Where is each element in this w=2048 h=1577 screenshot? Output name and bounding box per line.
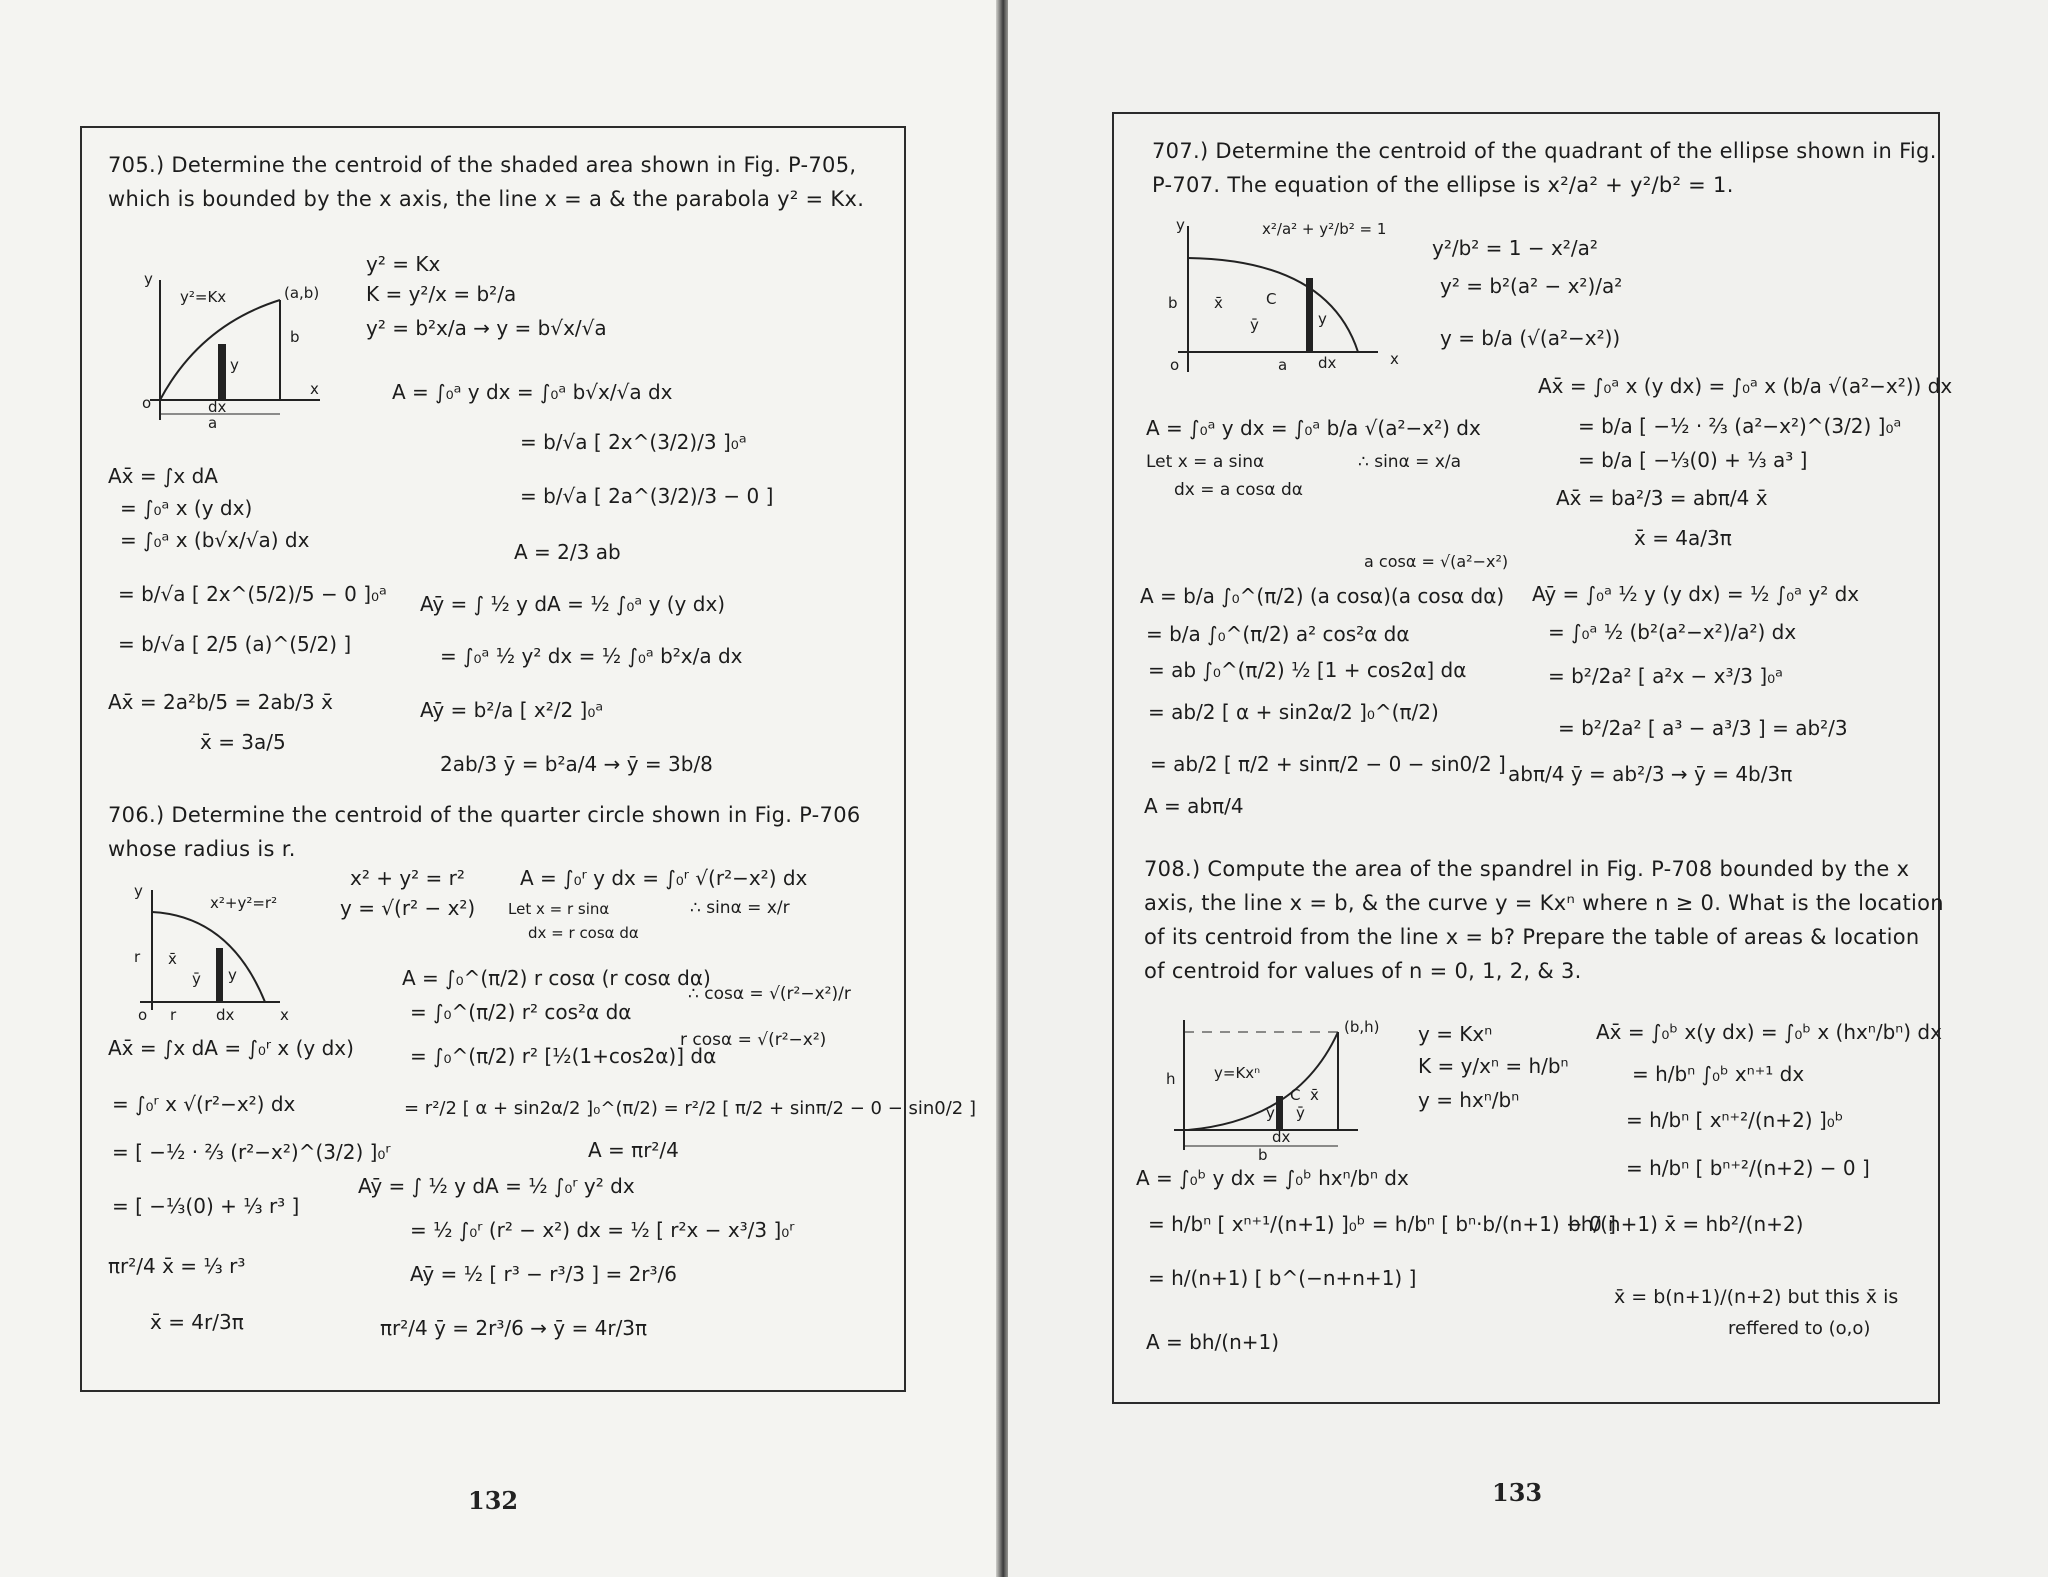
fig708-xbar-label: x̄: [1310, 1086, 1319, 1104]
fig707-ybar-label: ȳ: [1250, 316, 1259, 334]
p707-line: a cosα = √(a²−x²): [1364, 552, 1509, 571]
problem-705-statement: 705.) Determine the centroid of the shaded area shown in Fig. P-705, which is bounded by the x axis, the line x = a & the parabola y² = Kx.: [108, 153, 865, 211]
p707-line: abπ/4 ȳ = ab²/3 → ȳ = 4b/3π: [1508, 762, 1793, 786]
fig708-ybar-label: ȳ: [1296, 1104, 1305, 1122]
p706-line: πr²/4 x̄ = ⅓ r³: [108, 1254, 246, 1278]
fig706-strip-label: y: [228, 966, 237, 984]
p708-line: = h/bⁿ [ xⁿ⁺¹/(n+1) ]₀ᵇ = h/bⁿ [ bⁿ·b/(n+1) − 0 ]: [1148, 1212, 1616, 1236]
fig706-xbar-label: x̄: [168, 950, 177, 968]
p705-line: 2ab/3 ȳ = b²a/4 → ȳ = 3b/8: [440, 752, 713, 776]
fig705-o-label: o: [142, 394, 152, 412]
p705-line: = b/√a [ 2x^(3/2)/3 ]₀ᵃ: [520, 430, 747, 454]
fig707-x-label: x: [1390, 350, 1399, 368]
p707-line: Ax̄ = ba²/3 = abπ/4 x̄: [1556, 486, 1768, 510]
p707-line: = b/a [ −⅓(0) + ⅓ a³ ]: [1578, 448, 1808, 472]
fig707-dx-label: dx: [1318, 354, 1337, 372]
fig705-strip-label: y: [230, 356, 239, 374]
p705-line: = ∫₀ᵃ x (b√x/√a) dx: [120, 528, 310, 552]
figure-p-707: [1158, 212, 1408, 382]
p707-line: ∴ sinα = x/a: [1358, 452, 1462, 472]
fig706-dx-label: dx: [216, 1006, 235, 1024]
p707-line: = b/a ∫₀^(π/2) a² cos²α dα: [1146, 622, 1410, 646]
fig705-curve-label: y²=Kx: [180, 288, 227, 306]
fig708-point-label: (b,h): [1344, 1018, 1380, 1036]
p706-line: = [ −½ · ⅔ (r²−x²)^(3/2) ]₀ʳ: [112, 1140, 391, 1164]
p707-line: y²/b² = 1 − x²/a²: [1432, 236, 1598, 260]
fig705-a-label: a: [208, 414, 218, 432]
fig707-c-label: C: [1266, 290, 1277, 308]
figure-p-706: [130, 880, 310, 1030]
p705-line: y² = b²x/a → y = b√x/√a: [366, 316, 607, 340]
p706-line: = ½ ∫₀ʳ (r² − x²) dx = ½ [ r²x − x³/3 ]₀ʳ: [410, 1218, 795, 1242]
problem-708-statement: 708.) Compute the area of the spandrel in Fig. P-708 bounded by the x axis, the line x = b, & the curve y = Kxⁿ where n ≥ 0. What is the location of its centroid from the line x = b? Prepare the table of areas & location of centroid for values of n = 0, 1, 2, & 3.: [1144, 857, 1944, 983]
p705-line: Aȳ = ∫ ½ y dA = ½ ∫₀ᵃ y (y dx): [420, 592, 726, 616]
fig708-h-label: h: [1166, 1070, 1176, 1088]
p708-line: = h/bⁿ [ xⁿ⁺²/(n+2) ]₀ᵇ: [1626, 1108, 1844, 1132]
p706-line: = r²/2 [ α + sin2α/2 ]₀^(π/2) = r²/2 [ π/2 + sinπ/2 − 0 − sin0/2 ]: [404, 1098, 977, 1119]
fig706-r-left-label: r: [134, 948, 141, 966]
p705-line: x̄ = 3a/5: [200, 730, 286, 754]
p705-line: A = ∫₀ᵃ y dx = ∫₀ᵃ b√x/√a dx: [392, 380, 673, 404]
right-page: [1008, 0, 2048, 1577]
fig707-o-label: o: [1170, 356, 1180, 374]
fig708-c-label: C: [1290, 1086, 1301, 1104]
fig705-b-label: b: [290, 328, 300, 346]
p708-line: Ax̄ = ∫₀ᵇ x(y dx) = ∫₀ᵇ x (hxⁿ/bⁿ) dx: [1596, 1020, 1942, 1044]
p706-line: dx = r cosα dα: [528, 924, 639, 942]
p708-line: A = ∫₀ᵇ y dx = ∫₀ᵇ hxⁿ/bⁿ dx: [1136, 1166, 1409, 1190]
p706-line: = ∫₀ʳ x √(r²−x²) dx: [112, 1092, 296, 1116]
fig707-xbar-label: x̄: [1214, 294, 1223, 312]
fig707-strip-label: y: [1318, 310, 1327, 328]
p706-line: Let x = r sinα: [508, 900, 610, 918]
p706-line: = ∫₀^(π/2) r² [½(1+cos2α)] dα: [410, 1044, 717, 1068]
fig706-o-label: o: [138, 1006, 148, 1024]
p707-line: dx = a cosα dα: [1174, 480, 1303, 500]
p706-line: ∴ sinα = x/r: [690, 898, 790, 918]
p707-line: y² = b²(a² − x²)/a²: [1440, 274, 1623, 298]
page-number-right: 133: [1492, 1478, 1543, 1507]
page-number-left: 132: [468, 1486, 519, 1515]
p708-line: y = Kxⁿ: [1418, 1022, 1493, 1046]
p708-line: K = y/xⁿ = h/bⁿ: [1418, 1054, 1569, 1078]
p705-line: y² = Kx: [366, 252, 441, 276]
p707-line: Aȳ = ∫₀ᵃ ½ y (y dx) = ½ ∫₀ᵃ y² dx: [1532, 582, 1860, 606]
fig705-x-label: x: [310, 380, 319, 398]
p705-line: = b/√a [ 2x^(5/2)/5 − 0 ]₀ᵃ: [118, 582, 387, 606]
problem-706-statement: 706.) Determine the centroid of the quarter circle shown in Fig. P-706 whose radius is r.: [108, 803, 861, 861]
p706-line: A = ∫₀ʳ y dx = ∫₀ʳ √(r²−x²) dx: [520, 866, 808, 890]
p706-line: Aȳ = ∫ ½ y dA = ½ ∫₀ʳ y² dx: [358, 1174, 635, 1198]
p705-line: K = y²/x = b²/a: [366, 282, 517, 306]
problem-707-statement: 707.) Determine the centroid of the quadrant of the ellipse shown in Fig. P-707. The equation of the ellipse is x²/a² + y²/b² = 1.: [1152, 139, 1937, 197]
fig707-y-label: y: [1176, 216, 1185, 234]
fig706-curve-label: x²+y²=r²: [210, 894, 278, 912]
fig705-dx-label: dx: [208, 398, 227, 416]
fig706-x-label: x: [280, 1006, 289, 1024]
p707-line: A = b/a ∫₀^(π/2) (a cosα)(a cosα dα): [1140, 584, 1505, 608]
fig708-strip-label: y: [1266, 1104, 1275, 1122]
fig707-curve-label: x²/a² + y²/b² = 1: [1262, 220, 1387, 238]
p705-line: = b/√a [ 2/5 (a)^(5/2) ]: [118, 632, 352, 656]
p707-line: = ab/2 [ π/2 + sinπ/2 − 0 − sin0/2 ]: [1150, 752, 1506, 776]
p706-line: = [ −⅓(0) + ⅓ r³ ]: [112, 1194, 300, 1218]
fig706-ybar-label: ȳ: [192, 970, 201, 988]
p705-line: A = 2/3 ab: [514, 540, 621, 564]
p708-line: = h/(n+1) [ b^(−n+n+1) ]: [1148, 1266, 1417, 1290]
p708-line: = h/bⁿ ∫₀ᵇ xⁿ⁺¹ dx: [1632, 1062, 1805, 1086]
fig705-y-label: y: [144, 270, 153, 288]
p707-line: x̄ = 4a/3π: [1634, 526, 1732, 550]
p708-line: = h/bⁿ [ bⁿ⁺²/(n+2) − 0 ]: [1626, 1156, 1870, 1180]
p707-line: = ab ∫₀^(π/2) ½ [1 + cos2α] dα: [1148, 658, 1467, 682]
p705-line: Ax̄ = ∫x dA: [108, 464, 218, 488]
figure-p-708: [1148, 1010, 1380, 1164]
p706-line: y = √(r² − x²): [340, 896, 476, 920]
p706-line: ∴ cosα = √(r²−x²)/r: [688, 984, 851, 1004]
p707-line: Ax̄ = ∫₀ᵃ x (y dx) = ∫₀ᵃ x (b/a √(a²−x²)) dx: [1538, 374, 1953, 398]
p707-line: y = b/a (√(a²−x²)): [1440, 326, 1621, 350]
fig708-curve-label: y=Kxⁿ: [1214, 1064, 1261, 1082]
fig706-r-bottom-label: r: [170, 1006, 177, 1024]
p706-line: A = ∫₀^(π/2) r cosα (r cosα dα): [402, 966, 711, 990]
p705-line: = ∫₀ᵃ x (y dx): [120, 496, 253, 520]
p708-line: bh/(n+1) x̄ = hb²/(n+2): [1568, 1212, 1804, 1236]
p707-line: = b²/2a² [ a²x − x³/3 ]₀ᵃ: [1548, 664, 1783, 688]
p708-line: x̄ = b(n+1)/(n+2) but this x̄ is: [1614, 1286, 1899, 1308]
p707-line: = b²/2a² [ a³ − a³/3 ] = ab²/3: [1558, 716, 1848, 740]
p705-line: Aȳ = b²/a [ x²/2 ]₀ᵃ: [420, 698, 604, 722]
p706-line: Ax̄ = ∫x dA = ∫₀ʳ x (y dx): [108, 1036, 354, 1060]
p706-line: x̄ = 4r/3π: [150, 1310, 244, 1334]
p708-line: reffered to (o,o): [1728, 1318, 1871, 1339]
fig708-b-label: b: [1258, 1146, 1268, 1164]
p707-line: = ab/2 [ α + sin2α/2 ]₀^(π/2): [1148, 700, 1439, 724]
p708-line: A = bh/(n+1): [1146, 1330, 1280, 1354]
p705-line: Ax̄ = 2a²b/5 = 2ab/3 x̄: [108, 690, 333, 714]
p707-line: = b/a [ −½ · ⅔ (a²−x²)^(3/2) ]₀ᵃ: [1578, 414, 1902, 438]
p706-line: x² + y² = r²: [350, 866, 465, 890]
p707-line: = ∫₀ᵃ ½ (b²(a²−x²)/a²) dx: [1548, 620, 1797, 644]
p706-line: Aȳ = ½ [ r³ − r³/3 ] = 2r³/6: [410, 1262, 678, 1286]
figure-p-705: [140, 270, 350, 430]
p707-line: A = abπ/4: [1144, 794, 1244, 818]
fig707-a-label: a: [1278, 356, 1288, 374]
p705-line: = ∫₀ᵃ ½ y² dx = ½ ∫₀ᵃ b²x/a dx: [440, 644, 743, 668]
p707-line: Let x = a sinα: [1146, 452, 1265, 472]
left-page: [0, 0, 1000, 1577]
p706-line: A = πr²/4: [588, 1138, 679, 1162]
p706-line: πr²/4 ȳ = 2r³/6 → ȳ = 4r/3π: [380, 1316, 648, 1340]
fig705-point-label: (a,b): [284, 284, 320, 302]
p706-line: = ∫₀^(π/2) r² cos²α dα: [410, 1000, 632, 1024]
p705-line: = b/√a [ 2a^(3/2)/3 − 0 ]: [520, 484, 774, 508]
p708-line: y = hxⁿ/bⁿ: [1418, 1088, 1520, 1112]
p707-line: A = ∫₀ᵃ y dx = ∫₀ᵃ b/a √(a²−x²) dx: [1146, 416, 1481, 440]
fig706-y-label: y: [134, 882, 143, 900]
fig708-dx-label: dx: [1272, 1128, 1291, 1146]
p706-line: r cosα = √(r²−x²): [680, 1030, 827, 1050]
fig707-b-label: b: [1168, 294, 1178, 312]
